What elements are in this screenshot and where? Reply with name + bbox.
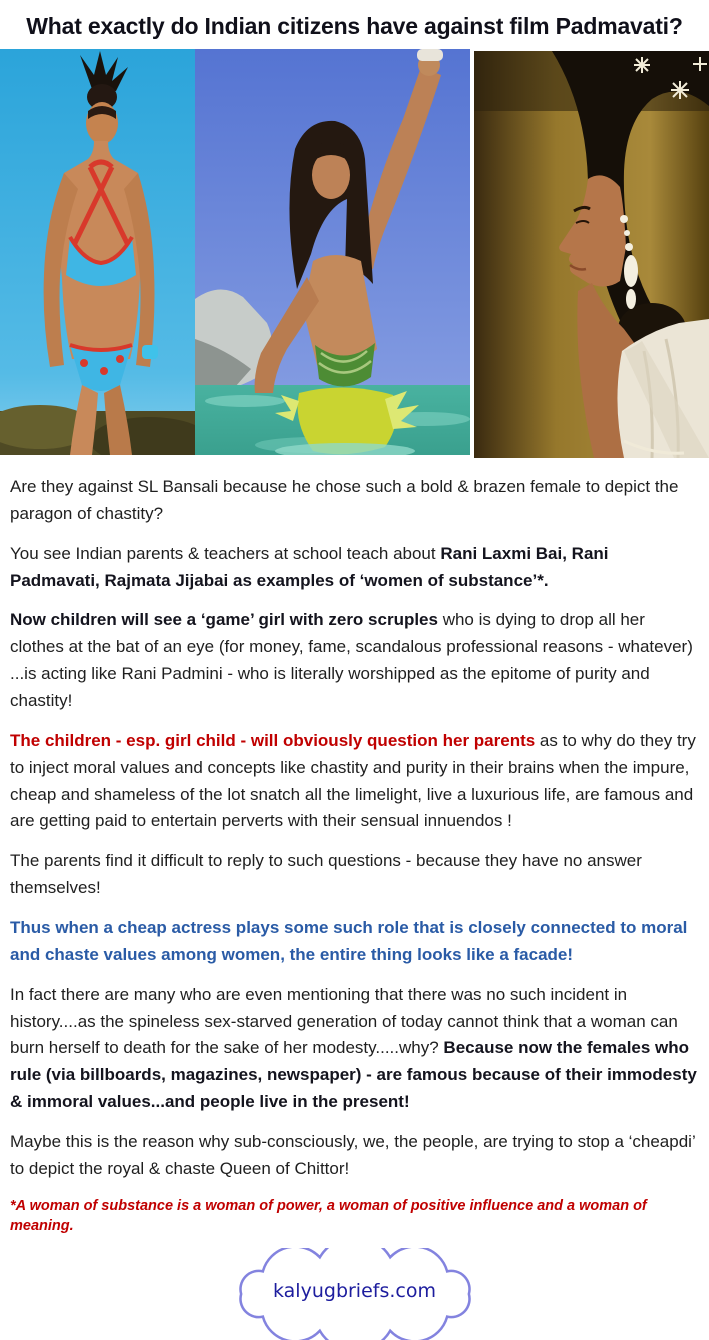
page-title: What exactly do Indian citizens have against film Padmavati? xyxy=(26,13,683,39)
photo-sea-bikini-image xyxy=(195,49,470,455)
text-segment: Now children will see a ‘game’ girl with zero scruples xyxy=(10,610,443,630)
photo-blue-bikini-image xyxy=(0,49,195,455)
paragraph xyxy=(10,982,699,1116)
photo-white-gown-profile xyxy=(474,51,709,458)
text-segment: Rani Laxmi Bai, Rani Padmavati, Rajmata Jijabai as examples of ‘women of substance’*. xyxy=(10,543,609,590)
text-segment: Maybe this is the reason why sub-consciously, we, the people, are trying to stop a ‘cheapdi’ to depict the royal & chaste Queen of Chittor! xyxy=(10,1132,696,1178)
text-segment: Thus when a cheap actress plays some such role that is closely connected to moral and chaste values among women, the entire thing looks like a facade! xyxy=(10,918,688,964)
photo-blue-bikini xyxy=(0,49,195,455)
text-segment: Are they against SL Bansali because he chose such a bold & brazen female to depict the paragon of chastity? xyxy=(10,477,679,523)
photo-strip xyxy=(0,49,709,458)
paragraph xyxy=(10,915,699,969)
paragraph xyxy=(10,607,699,714)
site-name: kalyugbriefs.com xyxy=(273,1280,436,1303)
article-body xyxy=(0,458,709,1183)
text-segment: You see Indian parents & teachers at school teach about xyxy=(10,543,441,563)
text-segment: who is dying to drop all her clothes at the bat of an eye (for money, fame, scandalous professional reasons - whatever) ...is acting like Rani Padmini - who is literally worshipped as the epitome of purity and chastity! xyxy=(10,610,693,711)
text-segment: Because now the females who rule (via billboards, magazines, newspaper) - are famous because of their immodesty & immoral values...and people live in the present! xyxy=(10,1038,697,1112)
text-segment: The parents find it difficult to reply to such questions - because they have no answer themselves! xyxy=(10,851,642,898)
paragraph xyxy=(10,848,699,902)
text-segment: as to why do they try to inject moral values and concepts like chastity and purity in their brains when the impure, cheap and shameless of the lot snatch all the limelight, live a luxurious life, are famous and are getting paid to entertain perverts with their sensual innuendos ! xyxy=(10,730,696,831)
site-logo xyxy=(233,1248,477,1340)
text-segment: The children - esp. girl child - will obviously question her parents xyxy=(10,730,540,750)
paragraph xyxy=(10,474,699,528)
paragraph xyxy=(10,728,699,835)
paragraph xyxy=(10,1129,699,1183)
photo-sea-bikini xyxy=(195,49,470,455)
paragraph xyxy=(10,541,699,595)
text-segment: In fact there are many who are even mentioning that there was no such incident in history....as the spineless sex-starved generation of today cannot think that a woman can burn herself to death for the sake of her modesty.....why? xyxy=(10,984,678,1058)
footnote: *A woman of substance is a woman of power, a woman of positive influence and a woman of meaning. xyxy=(10,1197,647,1235)
photo-white-gown-image xyxy=(474,51,709,458)
